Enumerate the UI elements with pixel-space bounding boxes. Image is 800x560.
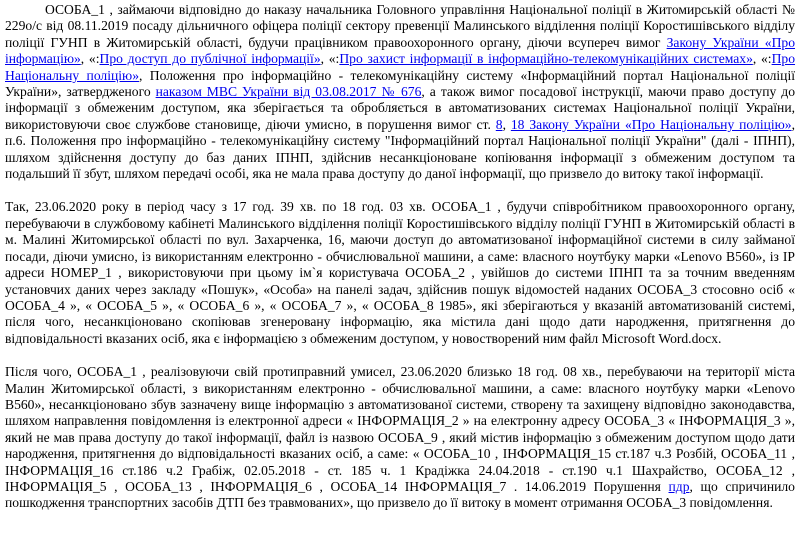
link-law-on-national-police[interactable]: Про Національну поліцію» xyxy=(5,51,796,83)
paragraph-spacer xyxy=(5,182,795,199)
paragraph-spacer xyxy=(5,347,795,364)
link-law-on-information-protection[interactable]: Про захист інформації в інформаційно-телекомунікаційних системах» xyxy=(339,51,753,67)
text-segment: , «: xyxy=(320,51,340,67)
link-law-on-information[interactable]: Закону України «Про інформацію» xyxy=(5,34,795,67)
text-segment: , «: xyxy=(752,51,772,67)
link-mvs-order-676[interactable]: наказом МВС України від 03.08.2017 № 676 xyxy=(155,84,422,100)
text-segment: , що спричинило пошкодження транспортних засобів ДТП без травмованих», що призвело до її витоку в момент отримання ОСОБА_3 повідомлення. xyxy=(5,478,795,511)
paragraph-3 xyxy=(5,364,795,512)
paragraph-1 xyxy=(5,2,795,182)
link-article-18-national-police[interactable]: 18 Закону України «Про Національну поліцію» xyxy=(510,116,792,132)
text-segment: ОСОБА_1 , займаючи відповідно до наказу начальника Головного управління Національної поліції в Житомирській області № 229о/с від 08.11.2019 посаду дільничного офіцера поліції сектору превенції Малинського відділення поліції Коростишівського відділу поліції ГУНП в Житомирській області, будучи працівником правоохоронного органу, діючи всупереч вимог xyxy=(5,2,795,50)
link-article-8[interactable]: 8 xyxy=(495,116,503,132)
text-segment: Так, 23.06.2020 року в період часу з 17 год. 39 хв. по 18 год. 03 хв. ОСОБА_1 , будучи співробітником правоохоронного органу, перебуваючи в службовому кабінеті Малинського відділення поліції Коростишівського відділу поліції ГУНП в Житомирській області в м. Малині Житомирської області по вул. Захарченка, 16, маючи доступ до автоматизованої інформаційної системи в силу займаної посади, діючи умисно, із використанням електронно - обчислювальної машини, а саме: власного ноутбуку марки «Lenovo В560», із ІР адреси НОМЕР_1 , використовуючи при цьому ім`я користувача ОСОБА_2 , увійшов до системи ІПНП та за точним введенням установчих даних через закладу «Пошук», «Особа» на панелі задач, здійснив пошук відомостей наданих ОСОБА_3 стосовно осіб « ОСОБА_4 », « ОСОБА_5 », « ОСОБА_6 », « ОСОБА_7 », « ОСОБА_8 1985», які зберігаються у вказаній автоматизованій системі, після чого, несанкціоновано скопіював згенеровану інформацію, яка містила дані щодо дати народження, притягнення до відповідальності вказаних осіб, яка є інформацією з обмеженим доступом, у новостворений ним файл Microsoft Word.docx. xyxy=(5,199,795,346)
text-segment: Після чого, ОСОБА_1 , реалізовуючи свій протиправний умисел, 23.06.2020 близько 18 год. 08 хв., перебуваючи на території міста Малин Житомирської області, з використанням електронно - обчислювальної машини, а саме: власного ноутбуку марки «Lenovo В560», несанкціоновано збув зазначену вище інформацію з автоматизованої системи, створену та захищену відповідно законодавства, шляхом направлення повідомлення із електронної адреси « ІНФОРМАЦІЯ_2 » на електронну адресу ОСОБА_3 « ІНФОРМАЦІЯ_3 », який не мав права доступу до такої інформації, файл із назвою ОСОБА_9 , який містив інформацію з обмеженим доступом щодо дати народження, притягнення до відповідальності вказаних осіб, а саме: « ОСОБА_10 , ІНФОРМАЦІЯ_15 ст.187 ч.3 Розбій, ОСОБА_11 , ІНФОРМАЦІЯ_16 ст.186 ч.2 Грабіж, 02.05.2018 - ст. 185 ч. 1 Крадіжка 24.04.2018 - ст.190 ч.1 Шахрайство, ОСОБА_12 , ІНФОРМАЦІЯ_5 , ОСОБА_13 , ІНФОРМАЦІЯ_6 , ОСОБА_14 ІНФОРМАЦІЯ_7 . 14.06.2019 Порушення xyxy=(5,364,795,494)
link-pdr[interactable]: пдр xyxy=(668,478,690,494)
text-segment: , «: xyxy=(80,51,100,67)
text-segment: , Положення про інформаційно - телекомунікаційну систему «Інформаційний портал Національної поліції України», затвердженого xyxy=(5,67,795,100)
link-law-on-public-information[interactable]: Про доступ до публічної інформації» xyxy=(99,51,321,67)
text-segment: , xyxy=(502,116,511,132)
text-segment: , п.6. Положення про інформаційно - телекомунікаційну систему "Інформаційний портал Національної поліції України" (далі - ІПНП), шляхом здійснення доступу до баз даних ІПНП, здійснив несанкціоноване копіювання інформації з обмеженим доступом та подальший її збут, шляхом передачі особі, яка не мала права доступу до даної інформації, що призвело до витоку такої інформації. xyxy=(5,116,796,182)
paragraph-2 xyxy=(5,199,795,347)
text-segment: , а також вимог посадової інструкції, маючи право доступу до інформації з обмеженим доступом, яка зберігається та обробляється в автоматизованих системах Національної поліції України, використовуючи своє службове становище, діючи умисно, в порушення вимог ст. xyxy=(5,84,795,132)
